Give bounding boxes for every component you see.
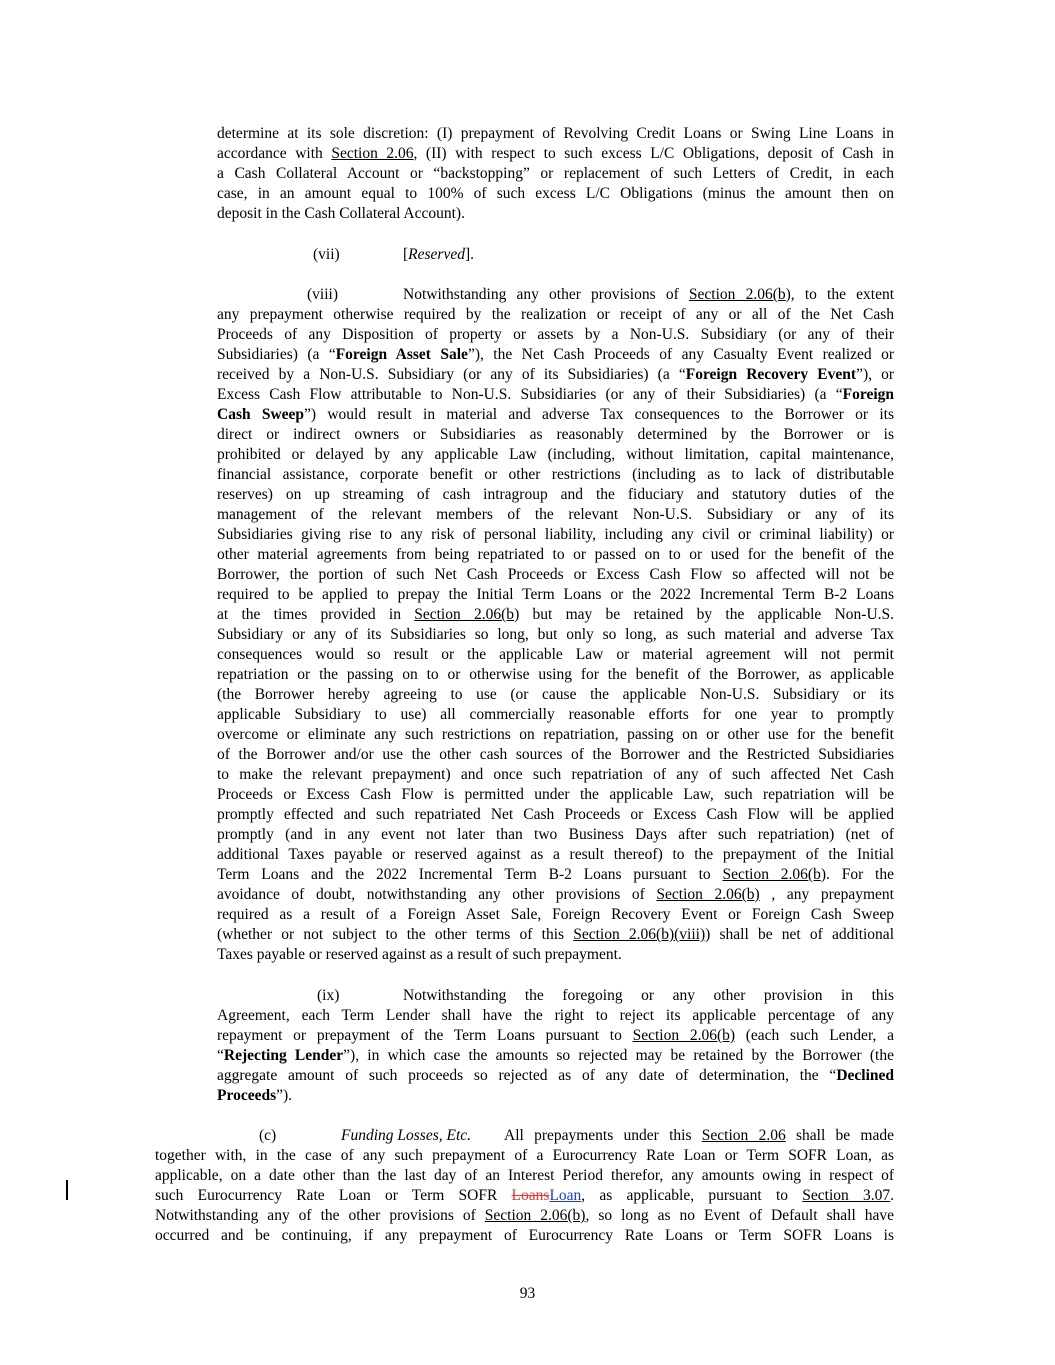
text-line: “Rejecting Lender”), in which case the amounts so rejected may be retained by the Borrower (the (217, 1047, 894, 1064)
text-line: Subsidiaries) (a “Foreign Asset Sale”), the Net Cash Proceeds of any Casualty Event realized or (217, 346, 895, 363)
text-line: applicable, on a date other than the last day of an Interest Period therefor, any amounts owing in respect of (155, 1167, 894, 1184)
text-line: Excess Cash Flow attributable to Non-U.S. Subsidiaries (or any of their Subsidiaries) (a “Foreign (217, 386, 894, 403)
text-line: any prepayment otherwise required by the realization or receipt of any or all of the Net Cash (217, 306, 894, 323)
text-line: applicable Subsidiary to use) all commercially reasonable efforts for one year to promptly (217, 706, 894, 723)
section-reference-link[interactable]: Section 2.06 (701, 1127, 786, 1144)
text-line: at the times provided in Section 2.06(b) but may be retained by the applicable Non-U.S. (217, 606, 895, 623)
defined-term: Rejecting Lender (223, 1047, 344, 1064)
text-line: case, in an amount equal to 100% of such excess L/C Obligations (minus the amount then on (217, 185, 894, 202)
clause-number: (vii) (313, 246, 340, 263)
section-reference-link[interactable]: Section 2.06(b (722, 866, 821, 883)
text-line: avoidance of doubt, notwithstanding any other provisions of Section 2.06(b) , any prepayment (217, 886, 894, 903)
section-reference-link[interactable]: Section 2.06(b) (632, 1027, 736, 1044)
text-line: to make the relevant prepayment) and once such repatriation of any of such affected Net Cash (217, 766, 894, 783)
text-line: together with, in the case of any such prepayment of a Eurocurrency Rate Loan or Term SOFR Loan, as (155, 1147, 894, 1164)
text-line: required to be applied to prepay the Initial Term Loans or the 2022 Incremental Term B-2 Loans (217, 586, 894, 603)
text-line: promptly effected and such repatriated Net Cash Proceeds or Excess Cash Flow will be applied (217, 806, 894, 823)
defined-term: Foreign (842, 386, 894, 403)
defined-term: Proceeds (217, 1087, 277, 1104)
defined-term: Declined (836, 1067, 894, 1084)
section-reference-link[interactable]: Section 2.06(b (688, 286, 786, 303)
text-line: Notwithstanding any of the other provisions of Section 2.06(b), so long as no Event of Default shall have (155, 1207, 895, 1224)
text-line: other material agreements from being repatriated to or passed on to or used for the benefit of the (217, 546, 894, 563)
section-reference-link[interactable]: Section 3.07 (802, 1187, 891, 1204)
text-line: occurred and be continuing, if any prepayment of Eurocurrency Rate Loans or Term SOFR Loans is (155, 1227, 894, 1244)
deleted-text: Loans (511, 1187, 550, 1204)
text-line: direct or indirect owners or Subsidiaries as reasonably determined by the Borrower or is (217, 426, 894, 443)
text-line: determine at its sole discretion: (I) prepayment of Revolving Credit Loans or Swing Line Loans in (217, 125, 894, 142)
text-line: Borrower, the portion of such Net Cash Proceeds or Excess Cash Flow so affected will not be (217, 566, 894, 583)
section-reference-link[interactable]: Section 2.06(b) (484, 1207, 586, 1224)
text-line: management of the relevant members of the relevant Non-U.S. Subsidiary or any of its (217, 506, 894, 523)
text-line: prohibited or delayed by any applicable Law (including, without limitation, capital maintenance, (217, 446, 894, 463)
text-line: Proceeds of any Disposition of property or assets by a Non-U.S. Subsidiary (or any of their (217, 326, 894, 343)
clause-number: (viii) (307, 286, 338, 303)
revision-change-bar (66, 1180, 68, 1200)
text-line: All prepayments under this Section 2.06 shall be made (504, 1127, 894, 1144)
text-line: Proceeds”). (217, 1087, 293, 1104)
text-line: promptly (and in any event not later than two Business Days after such repatriation) (net of (217, 826, 894, 843)
text-line: Subsidiaries giving rise to any risk of personal liability, including any civil or criminal liability) or (217, 526, 894, 543)
text-line: Notwithstanding the foregoing or any other provision in this (403, 987, 894, 1004)
text-line: Term Loans and the 2022 Incremental Term B-2 Loans pursuant to Section 2.06(b). For the (217, 866, 894, 883)
section-reference-link[interactable]: Section 2.06(b)(viii) (573, 926, 706, 943)
text-line: (whether or not subject to the other terms of this Section 2.06(b)(viii)) shall be net of additional (217, 926, 894, 943)
defined-term: Cash Sweep (217, 406, 305, 423)
text-line: a Cash Collateral Account or “backstopping” or replacement of such Letters of Credit, in each (217, 165, 894, 182)
text-line: deposit in the Cash Collateral Account). (217, 205, 465, 222)
section-reference-link[interactable]: Section 2.06 (331, 145, 414, 162)
defined-term: Foreign Asset Sale (335, 346, 468, 363)
text-line: Proceeds or Excess Cash Flow is permitted under the applicable Law, such repatriation will be (217, 786, 894, 803)
defined-term: Foreign Recovery Event (685, 366, 857, 383)
clause-text: [Reserved]. (403, 246, 475, 263)
text-line: repayment or prepayment of the Term Loans pursuant to Section 2.06(b) (each such Lender, a (217, 1027, 894, 1044)
text-line: Notwithstanding any other provisions of Section 2.06(b), to the extent (403, 286, 895, 303)
text-line: (the Borrower hereby agreeing to use (or cause the applicable Non-U.S. Subsidiary or its (217, 686, 894, 703)
text-line: Taxes payable or reserved against as a result of such prepayment. (217, 946, 622, 963)
text-line: such Eurocurrency Rate Loan or Term SOFR LoansLoan, as applicable, pursuant to Section 3.07. (155, 1187, 894, 1204)
text-line: repatriation or the passing on to or otherwise using for the benefit of the Borrower, as applicable (217, 666, 894, 683)
text-line: financial assistance, corporate benefit or other restrictions (including as to lack of distributable (217, 466, 894, 483)
inserted-text: Loan (549, 1187, 582, 1204)
text-line: consequences would so result or the applicable Law or material agreement will not permit (217, 646, 894, 663)
section-reference-link[interactable]: Section 2.06(b) (656, 886, 760, 903)
text-line: aggregate amount of such proceeds so rejected as of any date of determination, the “Declined (217, 1067, 894, 1084)
section-reference-link[interactable]: Section 2.06(b (414, 606, 515, 623)
text-line: overcome or eliminate any such restrictions on repatriation, passing on or other use for the benefit (217, 726, 894, 743)
page-number: 93 (519, 1285, 536, 1302)
text-line: received by a Non-U.S. Subsidiary (or any of its Subsidiaries) (a “Foreign Recovery Event”), or (217, 366, 895, 383)
text-line: Subsidiary or any of its Subsidiaries so long, but only so long, as such material and adverse Tax (217, 626, 894, 643)
text-line: additional Taxes payable or reserved against as a result thereof) to the prepayment of the Initial (217, 846, 894, 863)
text-line: required as a result of a Foreign Asset Sale, Foreign Recovery Event or Foreign Cash Sweep (217, 906, 894, 923)
text-line: accordance with Section 2.06, (II) with respect to such excess L/C Obligations, deposit of Cash in (217, 145, 895, 162)
clause-number: (ix) (317, 987, 340, 1004)
clause-heading: Funding Losses, Etc. (341, 1127, 472, 1144)
text-line: Agreement, each Term Lender shall have the right to reject its applicable percentage of any (217, 1007, 894, 1024)
text-line: reserves) on up streaming of cash intragroup and the fiduciary and statutory duties of the (217, 486, 894, 503)
text-line: Cash Sweep”) would result in material and adverse Tax consequences to the Borrower or its (217, 406, 894, 423)
text-line: of the Borrower and/or use the other cash sources of the Borrower and the Restricted Subsidiaries (217, 746, 894, 763)
clause-number: (c) (259, 1127, 277, 1144)
